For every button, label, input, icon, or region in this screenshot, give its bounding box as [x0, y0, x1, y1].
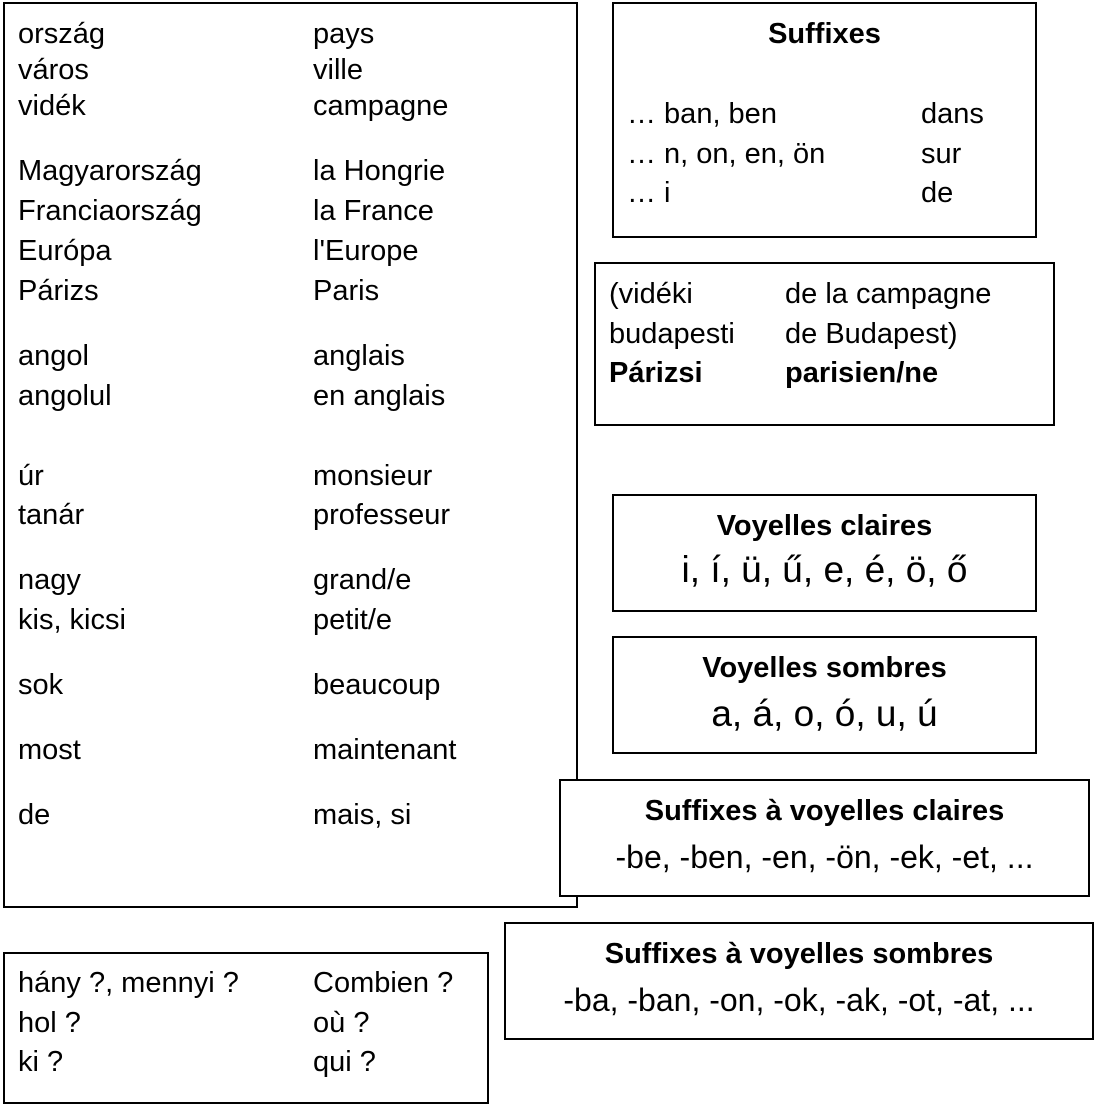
questions-box [3, 952, 489, 1104]
vocab-hu-3: Magyarország [18, 155, 202, 187]
vocab-hu-13: sok [18, 669, 64, 701]
light-suffixes-box [559, 779, 1090, 897]
vocab-hu-12: kis, kicsi [18, 604, 126, 636]
suffixes-title: Suffixes [768, 18, 881, 50]
adjective-fr-1: de Budapest) [785, 318, 958, 350]
adjectives-box [594, 262, 1055, 426]
dark-vowels-box [612, 636, 1037, 754]
adjective-hu-2: Párizsi [609, 357, 703, 389]
vocabulary-box [3, 2, 578, 908]
vocab-fr-14: maintenant [313, 734, 457, 766]
vocab-hu-15: de [18, 799, 51, 831]
suffix-hu-2: … i [627, 177, 671, 209]
question-fr-2: qui ? [313, 1046, 376, 1078]
light-suffixes-list: -be, -ben, -en, -ön, -ek, -et, ... [615, 839, 1034, 875]
vocab-fr-12: petit/e [313, 604, 392, 636]
suffix-fr-1: sur [921, 138, 962, 170]
suffix-hu-0: … ban, ben [627, 98, 777, 130]
question-hu-1: hol ? [18, 1007, 81, 1039]
suffix-fr-0: dans [921, 98, 984, 130]
light-vowels-list: i, í, ü, ű, e, é, ö, ő [681, 549, 968, 590]
vocab-hu-7: angol [18, 340, 89, 372]
vocab-fr-1: ville [313, 54, 363, 86]
vocab-hu-11: nagy [18, 564, 81, 596]
dark-vowels-list: a, á, o, ó, u, ú [711, 693, 938, 734]
question-hu-2: ki ? [18, 1046, 64, 1078]
vocab-fr-4: la France [313, 195, 434, 227]
adjective-hu-1: budapesti [609, 318, 735, 350]
vocab-hu-6: Párizs [18, 275, 99, 307]
suffix-hu-1: … n, on, en, ön [627, 138, 826, 170]
vocab-fr-8: en anglais [313, 380, 446, 412]
suffix-fr-2: de [921, 177, 954, 209]
light-vowels-title: Voyelles claires [716, 510, 933, 542]
vocab-fr-9: monsieur [313, 460, 433, 492]
vocab-fr-11: grand/e [313, 564, 412, 596]
vocab-fr-0: pays [313, 18, 375, 50]
suffixes-box [612, 2, 1037, 238]
vocab-fr-5: l'Europe [313, 235, 419, 267]
vocab-hu-2: vidék [18, 90, 86, 122]
vocab-hu-10: tanár [18, 499, 85, 531]
dark-suffixes-box [504, 922, 1094, 1040]
adjective-hu-0: (vidéki [609, 278, 693, 310]
vocab-fr-7: anglais [313, 340, 405, 372]
vocab-hu-9: úr [18, 460, 44, 492]
vocab-hu-4: Franciaország [18, 195, 202, 227]
dark-vowels-title: Voyelles sombres [702, 652, 947, 684]
vocab-fr-13: beaucoup [313, 669, 441, 701]
vocab-hu-0: ország [18, 18, 106, 50]
vocab-hu-14: most [18, 734, 81, 766]
vocab-fr-2: campagne [313, 90, 449, 122]
vocab-hu-8: angolul [18, 380, 112, 412]
adjective-fr-2: parisien/ne [785, 357, 939, 389]
vocab-fr-15: mais, si [313, 799, 412, 831]
vocab-fr-10: professeur [313, 499, 451, 531]
question-fr-0: Combien ? [313, 967, 454, 999]
vocab-fr-6: Paris [313, 275, 380, 307]
dark-suffixes-title: Suffixes à voyelles sombres [604, 938, 994, 970]
vocab-hu-5: Európa [18, 235, 112, 267]
vocab-hu-1: város [18, 54, 89, 86]
adjective-fr-0: de la campagne [785, 278, 992, 310]
light-vowels-box [612, 494, 1037, 612]
question-fr-1: où ? [313, 1007, 370, 1039]
question-hu-0: hány ?, mennyi ? [18, 967, 239, 999]
vocab-fr-3: la Hongrie [313, 155, 446, 187]
dark-suffixes-list: -ba, -ban, -on, -ok, -ak, -ot, -at, ... [563, 982, 1035, 1018]
light-suffixes-title: Suffixes à voyelles claires [644, 795, 1005, 827]
